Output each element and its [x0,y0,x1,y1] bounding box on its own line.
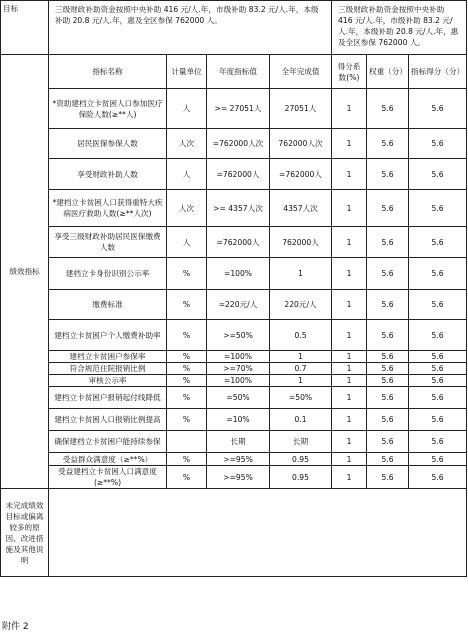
target-cell: 长期 [207,431,270,453]
unit-cell: % [167,409,207,431]
score-cell: 5.6 [409,375,467,387]
footer-content [49,489,467,577]
table-row [1,258,467,290]
header-unit: 计量单位 [167,55,207,89]
target-cell: >=70% [207,363,270,375]
header-weight: 权重（分） [367,55,409,89]
table-row [1,89,467,129]
table-row [1,290,467,320]
unit-cell: % [167,375,207,387]
header-target: 年度指标值 [207,55,270,89]
target-cell: =100% [207,351,270,363]
coef-cell: 1 [332,431,367,453]
weight-cell: 5.6 [367,375,409,387]
actual-cell: 1 [270,351,332,363]
performance-body [1,55,467,489]
coef-cell: 1 [332,227,367,258]
weight-cell: 5.6 [367,387,409,409]
actual-cell: =762000人 [270,159,332,190]
table-row [1,431,467,453]
footer-label: 未完成绩效目标或偏离较多的原因、改进措施及其他说明 [1,489,49,577]
target-cell: =220元/人 [207,290,270,320]
coef-cell: 1 [332,320,367,351]
indicator-name: 居民医保参保人数 [49,129,167,159]
unit-cell: % [167,466,207,489]
table-row [1,363,467,375]
goal-row [1,1,467,55]
table-row [1,375,467,387]
coef-cell: 1 [332,258,367,290]
coef-cell: 1 [332,159,367,190]
weight-cell: 5.6 [367,190,409,227]
unit-cell: % [167,320,207,351]
target-cell: =50% [207,387,270,409]
target-cell: =100% [207,375,270,387]
actual-cell: =50% [270,387,332,409]
actual-cell: 长期 [270,431,332,453]
header-coef: 得分系数(%) [332,55,367,89]
actual-cell: 27051人 [270,89,332,129]
indicator-name: 缴费标准 [49,290,167,320]
score-cell: 5.6 [409,453,467,466]
score-cell: 5.6 [409,258,467,290]
table-row [1,387,467,409]
unit-cell: 人次 [167,190,207,227]
performance-side-label: 绩效指标 [1,55,49,489]
table-row [1,159,467,190]
score-cell: 5.6 [409,159,467,190]
header-actual: 全年完成值 [270,55,332,89]
indicator-name: 符合规范住院报销比例 [49,363,167,375]
weight-cell: 5.6 [367,466,409,489]
unit-cell: % [167,363,207,375]
header-row [1,55,467,89]
actual-cell: 4357人次 [270,190,332,227]
coef-cell: 1 [332,89,367,129]
actual-cell: 0.7 [270,363,332,375]
target-cell: >= 4357人次 [207,190,270,227]
header-indicator-name: 指标名称 [49,55,167,89]
table-row [1,190,467,227]
weight-cell: 5.6 [367,409,409,431]
indicator-name: 建档立卡贫困户个人缴费补助率 [49,320,167,351]
table-row [1,466,467,489]
weight-cell: 5.6 [367,431,409,453]
target-cell: >=50% [207,320,270,351]
actual-cell: 762000人 [270,227,332,258]
score-cell: 5.6 [409,320,467,351]
indicator-name: *建档立卡贫困人口获得重特大疾病医疗救助人数(≥**人次) [49,190,167,227]
unit-cell: % [167,258,207,290]
indicator-name: *资助建档立卡贫困人口参加医疗保险人数(≥**人) [49,89,167,129]
target-cell: =100% [207,258,270,290]
actual-cell: 1 [270,375,332,387]
unit-cell: % [167,387,207,409]
table-row [1,409,467,431]
target-cell: =762000人次 [207,129,270,159]
score-cell: 5.6 [409,227,467,258]
coef-cell: 1 [332,351,367,363]
weight-cell: 5.6 [367,320,409,351]
target-cell: >=95% [207,466,270,489]
weight-cell: 5.6 [367,258,409,290]
score-cell: 5.6 [409,89,467,129]
weight-cell: 5.6 [367,129,409,159]
unit-cell: 人 [167,227,207,258]
score-cell: 5.6 [409,190,467,227]
indicator-name: 建档立卡贫困人口报销比例提高 [49,409,167,431]
score-cell: 5.6 [409,466,467,489]
target-cell: =762000人 [207,227,270,258]
unit-cell: % [167,453,207,466]
score-cell: 5.6 [409,363,467,375]
unit-cell: % [167,290,207,320]
table-row [1,320,467,351]
unit-cell: 人 [167,159,207,190]
score-cell: 5.6 [409,351,467,363]
weight-cell: 5.6 [367,351,409,363]
attachment-label: 附件 2 [2,622,29,632]
score-cell: 5.6 [409,387,467,409]
indicator-name: 确保建档立卡贫困户能持续参保 [49,431,167,453]
unit-cell [167,431,207,453]
actual-cell: 0.95 [270,466,332,489]
indicator-name: 受益群众满意度（≥**%） [49,453,167,466]
unit-cell: % [167,351,207,363]
score-cell: 5.6 [409,290,467,320]
weight-cell: 5.6 [367,453,409,466]
coef-cell: 1 [332,409,367,431]
weight-cell: 5.6 [367,290,409,320]
table-row [1,351,467,363]
coef-cell: 1 [332,190,367,227]
header-score: 指标得分（分） [409,55,467,89]
coef-cell: 1 [332,453,367,466]
coef-cell: 1 [332,375,367,387]
actual-cell: 0.5 [270,320,332,351]
goal-text-right: 三级财政补助资金按照中央补助 416 元/人.年，市级补助 83.2 元/人.年，本级补助 20.8 元/人.年，惠及全区参保 762000 人。 [332,1,467,55]
actual-cell: 220元/人 [270,290,332,320]
weight-cell: 5.6 [367,227,409,258]
weight-cell: 5.6 [367,89,409,129]
weight-cell: 5.6 [367,363,409,375]
score-cell: 5.6 [409,129,467,159]
indicator-name: 建档立卡身份识别公示率 [49,258,167,290]
indicator-name: 受益建档立卡贫困人口满意度(≥**%) [49,466,167,489]
actual-cell: 0.95 [270,453,332,466]
weight-cell: 5.6 [367,159,409,190]
unit-cell: 人 [167,89,207,129]
coef-cell: 1 [332,466,367,489]
indicator-name: 享受三级财政补助居民医保缴费人数 [49,227,167,258]
coef-cell: 1 [332,387,367,409]
goal-label: 目标 [1,1,49,55]
target-cell: =762000人 [207,159,270,190]
coef-cell: 1 [332,363,367,375]
target-cell: >= 27051人 [207,89,270,129]
table-row [1,453,467,466]
target-cell: =10% [207,409,270,431]
table-row [1,227,467,258]
indicator-name: 享受财政补助人数 [49,159,167,190]
indicator-name: 建档立卡贫困户报销起付线降低 [49,387,167,409]
goal-text-left: 三级财政补助资金按照中央补助 416 元/人.年，市级补助 83.2 元/人.年，本级补助 20.8 元/人.年，惠及全区参保 762000 人。 [49,1,332,55]
coef-cell: 1 [332,129,367,159]
footer-row [1,489,467,577]
score-cell: 5.6 [409,431,467,453]
target-cell: >=95% [207,453,270,466]
indicator-name: 建档立卡贫困户参保率 [49,351,167,363]
actual-cell: 1 [270,258,332,290]
score-cell: 5.6 [409,409,467,431]
indicator-name: 审核公示率 [49,375,167,387]
actual-cell: 762000人次 [270,129,332,159]
actual-cell: 0.1 [270,409,332,431]
unit-cell: 人次 [167,129,207,159]
table-row [1,129,467,159]
coef-cell: 1 [332,290,367,320]
